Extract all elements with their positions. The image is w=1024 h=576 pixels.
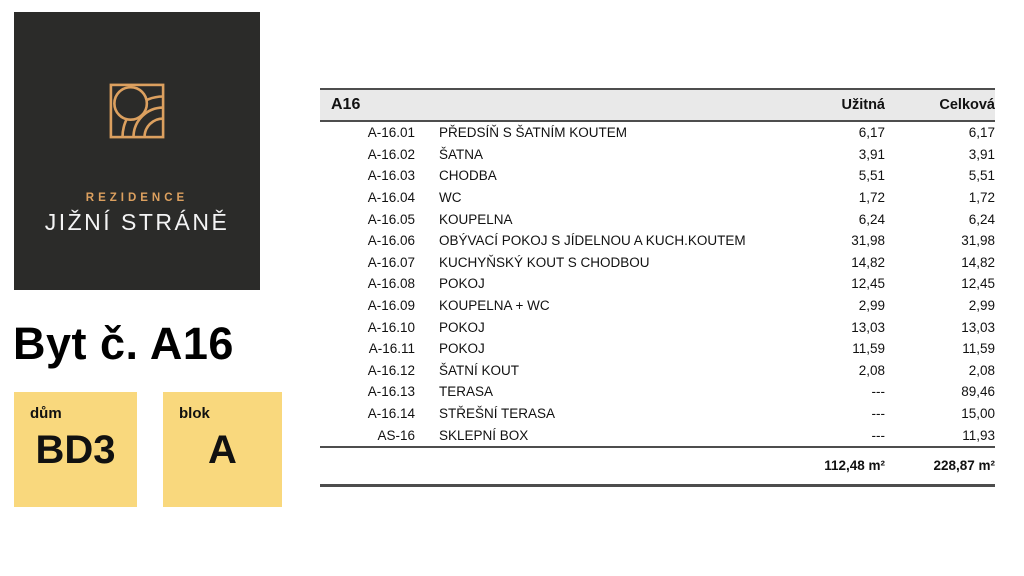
page-title: Byt č. A16: [13, 318, 234, 369]
room-code: A-16.06: [367, 233, 415, 249]
room-area-total: 2,08: [968, 362, 995, 378]
room-code: A-16.13: [367, 384, 415, 400]
block-badge-value: A: [208, 428, 237, 472]
room-code: A-16.07: [367, 254, 415, 270]
room-area-total: 5,51: [968, 168, 995, 184]
table-row: [320, 381, 995, 403]
room-area-total: 2,99: [968, 298, 995, 314]
room-area-usable: 13,03: [851, 319, 885, 335]
room-area-total: 13,03: [961, 319, 995, 335]
room-code: A-16.05: [367, 211, 415, 227]
block-badge-label: blok: [179, 405, 210, 422]
room-area-total: 6,17: [968, 125, 995, 141]
table-header-row: [320, 88, 995, 122]
room-area-total: 15,00: [961, 406, 995, 422]
house-badge-value: BD3: [35, 428, 116, 472]
block-badge: [163, 392, 282, 507]
room-area-usable: 12,45: [851, 276, 885, 292]
room-name: KUCHYŇSKÝ KOUT S CHODBOU: [439, 254, 650, 270]
square-circle-arcs-logo-icon: [108, 82, 166, 140]
room-area-usable: ---: [871, 384, 885, 400]
room-code: A-16.09: [367, 298, 415, 314]
room-name: KOUPELNA + WC: [439, 298, 550, 314]
room-name: POKOJ: [439, 319, 485, 335]
table-row: [320, 252, 995, 274]
table-title: A16: [331, 96, 361, 113]
table-row: [320, 144, 995, 166]
room-code: A-16.12: [367, 362, 415, 378]
room-code: A-16.10: [367, 319, 415, 335]
room-area-usable: 31,98: [851, 233, 885, 249]
room-name: CHODBA: [439, 168, 497, 184]
brand-logo: [14, 12, 260, 290]
table-row: [320, 424, 995, 446]
room-area-usable: 5,51: [858, 168, 885, 184]
table-body: [320, 122, 995, 446]
room-code: A-16.14: [367, 406, 415, 422]
table-row: [320, 165, 995, 187]
table-row: [320, 360, 995, 382]
totals-row: [320, 446, 995, 487]
room-code: A-16.11: [368, 341, 415, 357]
room-area-total: 11,59: [962, 341, 995, 357]
room-name: KOUPELNA: [439, 211, 513, 227]
brand-subtitle: REZIDENCE: [85, 192, 189, 204]
room-area-total: 11,93: [962, 427, 995, 443]
house-badge-label: dům: [30, 405, 62, 422]
room-area-total: 12,45: [961, 276, 995, 292]
room-name: WC: [439, 190, 462, 206]
table-row: [320, 295, 995, 317]
room-name: ŠATNÍ KOUT: [439, 362, 520, 378]
room-area-total: 31,98: [961, 233, 995, 249]
room-area-usable: 6,24: [858, 211, 885, 227]
room-name: OBÝVACÍ POKOJ S JÍDELNOU A KUCH.KOUTEM: [439, 233, 746, 249]
room-area-usable: 11,59: [852, 341, 885, 357]
room-area-usable: 6,17: [858, 125, 885, 141]
brand-name: JIŽNÍ STRÁNĚ: [44, 209, 230, 235]
room-code: A-16.03: [367, 168, 415, 184]
room-name: ŠATNA: [439, 146, 484, 162]
room-code: A-16.08: [367, 276, 415, 292]
room-area-total: 14,82: [961, 254, 995, 270]
room-code: A-16.01: [367, 125, 415, 141]
total-area: 228,87 m²: [933, 458, 995, 474]
table-row: [320, 316, 995, 338]
total-usable-area: 112,48 m²: [824, 458, 885, 474]
room-area-usable: 14,82: [851, 254, 885, 270]
room-area-usable: ---: [871, 427, 885, 443]
house-badge: [14, 392, 137, 507]
room-name: PŘEDSÍŇ S ŠATNÍM KOUTEM: [439, 125, 628, 141]
room-area-total: 89,46: [961, 384, 995, 400]
table-row: [320, 122, 995, 144]
table-row: [320, 273, 995, 295]
table-row: [320, 187, 995, 209]
room-name: STŘEŠNÍ TERASA: [439, 406, 556, 422]
room-area-total: 6,24: [968, 211, 995, 227]
column-header-celkova: Celková: [939, 97, 995, 113]
table-row: [320, 230, 995, 252]
column-header-uzitna: Užitná: [841, 97, 885, 113]
room-area-usable: 3,91: [858, 146, 885, 162]
table-row: [320, 208, 995, 230]
room-area-table: [320, 88, 995, 487]
room-name: POKOJ: [439, 276, 485, 292]
room-area-total: 3,91: [968, 146, 995, 162]
room-area-total: 1,72: [968, 190, 995, 206]
room-code: A-16.02: [367, 146, 415, 162]
room-name: TERASA: [439, 384, 494, 400]
table-row: [320, 403, 995, 425]
room-code: AS-16: [377, 427, 415, 443]
room-area-usable: 2,99: [858, 298, 885, 314]
room-area-usable: 2,08: [858, 362, 885, 378]
room-area-usable: ---: [871, 406, 885, 422]
room-code: A-16.04: [367, 190, 415, 206]
room-name: SKLEPNÍ BOX: [439, 427, 529, 443]
table-row: [320, 338, 995, 360]
room-name: POKOJ: [439, 341, 485, 357]
room-area-usable: 1,72: [858, 190, 885, 206]
